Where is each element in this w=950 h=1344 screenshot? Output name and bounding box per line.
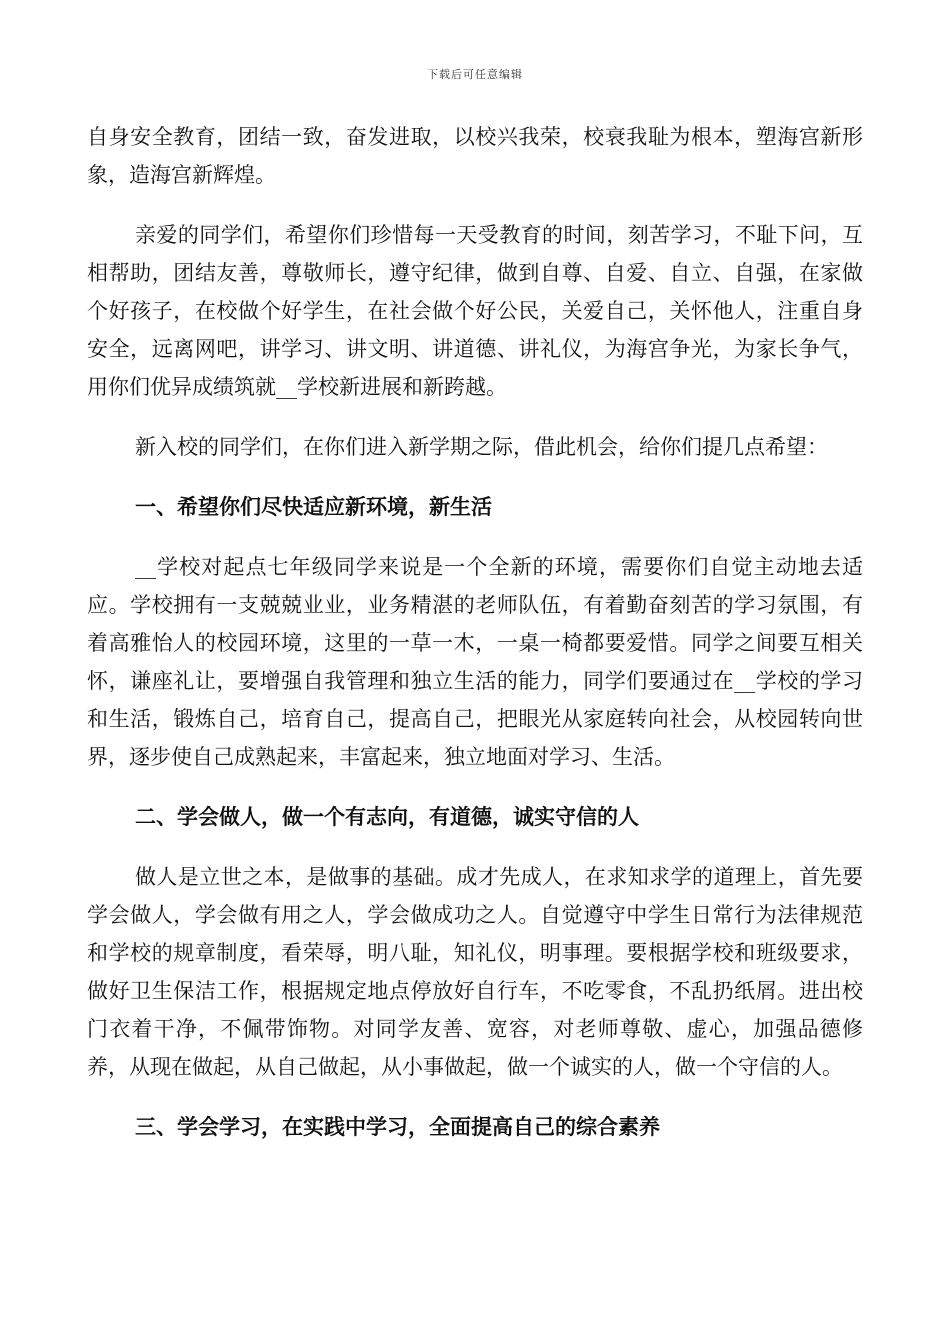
section-heading-3: 三、学会学习，在实践中学习，全面提高自己的综合素养 (135, 1114, 660, 1139)
paragraph-section-2: 做人是立世之本，是做事的基础。成才先成人，在求知求学的道理上，首先要学会做人，学会做有用之人，学会做成功之人。自觉遵守中学生日常行为法律规范和学校的规章制度，看荣辱，明八耻，知礼仪，明事理。要根据学校和班级要求，做好卫生保洁工作，根据规定地点停放好自行车，不吃零食，不乱扔纸屑。进出校门衣着干净，不佩带饰物。对同学友善、宽容，对老师尊敬、虚心，加强品德修养，从现在做起，从自己做起，从小事做起，做一个诚实的人，做一个守信的人。 (87, 865, 863, 1079)
paragraph-new-students: 新入校的同学们，在你们进入新学期之际，借此机会，给你们提几点希望： (135, 435, 828, 459)
document-body (87, 118, 863, 1146)
section-heading-1: 一、希望你们尽快适应新环境，新生活 (135, 494, 492, 519)
section-heading-2: 二、学会做人，做一个有志向，有道德，诚实守信的人 (135, 804, 639, 829)
paragraph-section-1: __学校对起点七年级同学来说是一个全新的环境，需要你们自觉主动地去适应。学校拥有一支兢兢业业，业务精湛的老师队伍，有着勤奋刻苦的学习氛围，有着高雅怡人的校园环境，这里的一草一木，一桌一椅都要爱惜。同学之间要互相关怀，谦座礼让，要增强自我管理和独立生活的能力，同学们要通过在__学校的学习和生活，锻炼自己，培育自己，提高自己，把眼光从家庭转向社会，从校园转向世界，逐步使自己成熟起来，丰富起来，独立地面对学习、生活。 (87, 555, 863, 769)
page-header-note: 下载后可任意编辑 (427, 68, 523, 81)
paragraph-students-hope: 亲爱的同学们，希望你们珍惜每一天受教育的时间，刻苦学习，不耻下问，互相帮助，团结友善，尊敬师长，遵守纪律，做到自尊、自爱、自立、自强，在家做个好孩子，在校做个好学生，在社会做个好公民，关爱自己，关怀他人，注重自身安全，远离网吧，讲学习、讲文明、讲道德、讲礼仪，为海宫争光，为家长争气，用你们优异成绩筑就__学校新进展和新跨越。 (87, 223, 863, 399)
paragraph-continuation: 自身安全教育，团结一致，奋发进取，以校兴我荣，校衰我耻为根本，塑海宫新形象，造海宫新辉煌。 (87, 125, 863, 187)
